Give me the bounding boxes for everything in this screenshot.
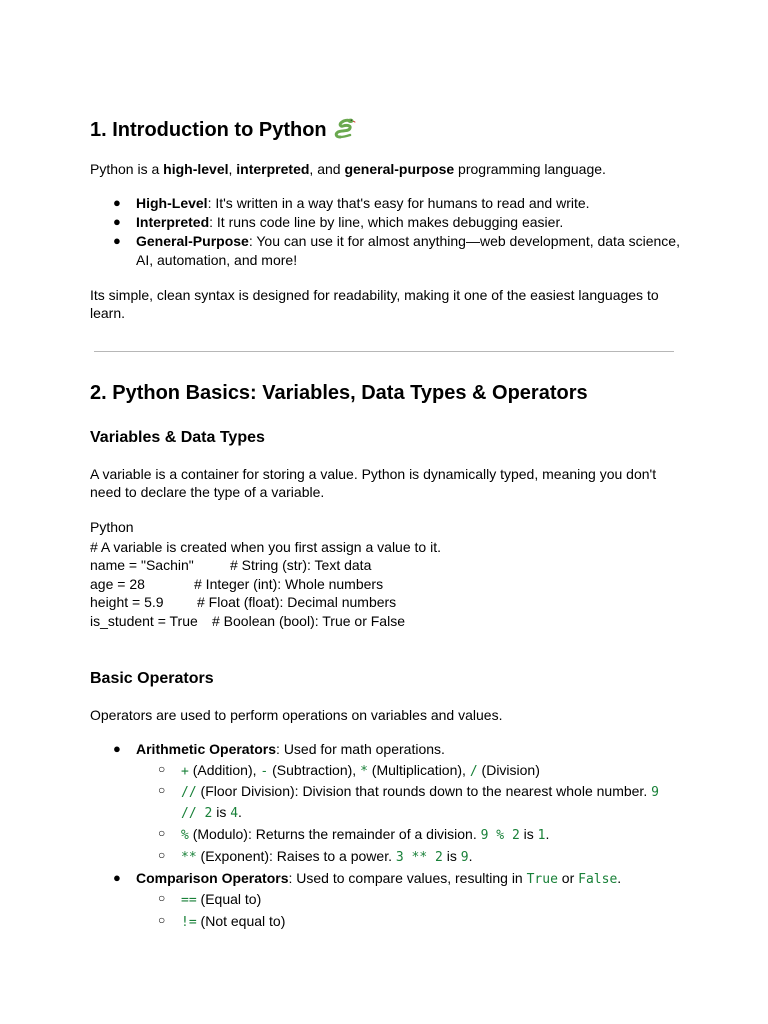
list-item-text: : It runs code line by line, which makes debugging easier. [209, 214, 564, 230]
sub-item-floor-division [181, 782, 659, 802]
list-item-term: Interpreted [136, 214, 210, 230]
code-span: + [181, 764, 189, 779]
list-item-general-purpose [136, 232, 680, 250]
snake-emoji-icon [333, 116, 357, 140]
sub-item-text: (Division) [477, 762, 540, 778]
list-item-high-level [136, 194, 590, 212]
sub-item-text: (Addition), [188, 762, 261, 778]
code-span: 9 [651, 785, 659, 800]
code-span: ** [181, 850, 197, 865]
code-inline-comment: # String (str): Text data [230, 557, 372, 573]
intro-bold-high-level: high-level [163, 161, 229, 177]
section-2-title: 2. Python Basics: Variables, Data Types & Operators [90, 382, 588, 404]
sub-item-floor-division-continuation [181, 803, 242, 823]
code-inline-comment: # Integer (int): Whole numbers [194, 576, 384, 592]
list-item-text: : Used to compare values, resulting in [288, 870, 527, 886]
sub-bullet-icon: ○ [158, 826, 166, 840]
operators-paragraph: Operators are used to perform operations on variables and values. [90, 707, 503, 723]
list-item-term: General-Purpose [136, 233, 249, 249]
sub-item-text: (Modulo): Returns the remainder of a division. [188, 826, 481, 842]
list-item-text: : It's written in a way that's easy for humans to read and write. [207, 195, 590, 211]
sub-item-text: (Equal to) [196, 891, 262, 907]
code-span: False [578, 872, 618, 887]
intro-text: Python is a [90, 161, 164, 177]
bullet-icon: ● [113, 741, 121, 756]
sub-bullet-icon: ○ [158, 913, 166, 927]
sub-item-text: (Floor Division): Division that rounds down to the nearest whole number. [196, 783, 652, 799]
intro-bold-interpreted: interpreted [236, 161, 310, 177]
horizontal-divider [94, 351, 674, 352]
code-span: 9 [460, 850, 469, 865]
code-span: 3 ** 2 [395, 850, 443, 865]
sub-item-text: . [238, 804, 242, 820]
list-item-comparison [136, 869, 621, 889]
code-span: - [260, 764, 269, 779]
closing-paragraph-line1: Its simple, clean syntax is designed for readability, making it one of the easiest languages to [90, 287, 659, 303]
sub-item-text: is [442, 848, 461, 864]
bullet-icon: ● [113, 870, 121, 885]
sub-item-text: is [212, 804, 231, 820]
list-item-continuation: AI, automation, and more! [136, 252, 298, 268]
code-span: // 2 [181, 806, 213, 821]
code-span: / [469, 764, 478, 779]
list-item-interpreted [136, 213, 563, 231]
intro-bold-general-purpose: general-purpose [344, 161, 455, 177]
list-item-term: Arithmetic Operators [136, 741, 277, 757]
code-span: 9 % 2 [480, 828, 520, 843]
list-item-text: or [557, 870, 579, 886]
code-span: % [181, 828, 189, 843]
sub-item-text: . [468, 848, 473, 864]
operators-heading: Basic Operators [90, 670, 214, 687]
code-span: True [526, 872, 558, 887]
sub-item-text: (Multiplication), [367, 762, 470, 778]
code-span: == [181, 893, 197, 908]
sub-bullet-icon: ○ [158, 783, 166, 797]
code-statement: name = "Sachin" [90, 557, 194, 573]
bullet-icon: ● [113, 195, 121, 210]
sub-item-basic-arithmetic [181, 761, 540, 781]
code-span: 4 [230, 806, 239, 821]
sub-item-text: (Not equal to) [196, 913, 286, 929]
code-inline-comment: # Boolean (bool): True or False [212, 613, 405, 629]
section-1-heading [90, 116, 357, 142]
sub-item-modulo [181, 825, 549, 845]
sub-item-text: . [545, 826, 550, 842]
variables-heading: Variables & Data Types [90, 429, 265, 446]
variables-paragraph-line1: A variable is a container for storing a value. Python is dynamically typed, meaning you don't [90, 466, 657, 482]
sub-item-equal-to [181, 890, 261, 910]
list-item-term: High-Level [136, 195, 208, 211]
intro-text: programming language. [454, 161, 606, 177]
intro-text: , [228, 161, 237, 177]
code-comment-line: # A variable is created when you first assign a value to it. [90, 539, 441, 555]
code-statement: is_student = True [90, 613, 198, 629]
sub-item-not-equal-to [181, 912, 285, 932]
code-statement: height = 5.9 [90, 594, 164, 610]
code-inline-comment: # Float (float): Decimal numbers [197, 594, 397, 610]
sub-item-text: (Exponent): Raises to a power. [196, 848, 396, 864]
bullet-icon: ● [113, 233, 121, 248]
intro-paragraph [90, 160, 606, 178]
list-item-text: : Used for math operations. [276, 741, 445, 757]
code-span: 1 [537, 828, 546, 843]
variables-paragraph-line2: need to declare the type of a variable. [90, 484, 325, 500]
section-1-title: 1. Introduction to Python [90, 119, 327, 141]
sub-bullet-icon: ○ [158, 891, 166, 905]
code-span: // [181, 785, 197, 800]
code-language-label: Python [90, 519, 134, 535]
sub-item-text: (Subtraction), [268, 762, 361, 778]
code-span: * [360, 764, 368, 779]
bullet-icon: ● [113, 214, 121, 229]
code-statement: age = 28 [90, 576, 145, 592]
sub-bullet-icon: ○ [158, 762, 166, 776]
list-item-term: Comparison Operators [136, 870, 289, 886]
list-item-arithmetic [136, 740, 445, 758]
closing-paragraph-line2: learn. [90, 305, 126, 321]
list-item-text: . [617, 870, 622, 886]
intro-text: , and [309, 161, 345, 177]
sub-bullet-icon: ○ [158, 848, 166, 862]
sub-item-text: is [519, 826, 538, 842]
list-item-text: : You can use it for almost anything—web development, data science, [248, 233, 680, 249]
code-span: != [181, 915, 197, 930]
sub-item-exponent [181, 847, 472, 867]
